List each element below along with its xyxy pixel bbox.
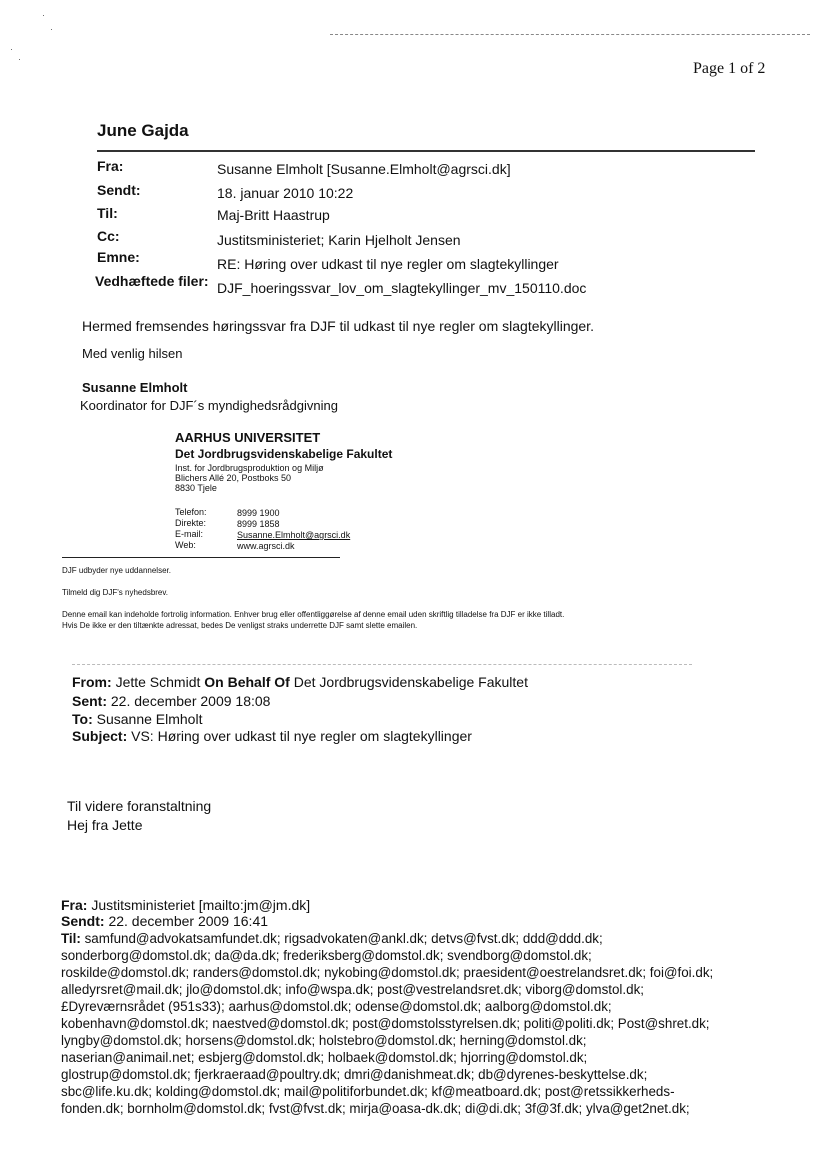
- recipient-line: samfund@advokatsamfundet.dk; rigsadvokaten@ankl.dk; detvs@fvst.dk; ddd@ddd.dk;: [84, 931, 603, 946]
- scan-speck: ·: [18, 54, 21, 64]
- email-link[interactable]: Susanne.Elmholt@agrsci.dk: [237, 530, 351, 540]
- address-line: Blichers Allé 20, Postboks 50: [175, 473, 292, 483]
- signature-divider: [62, 557, 340, 558]
- contact-label: E-mail:: [175, 529, 204, 539]
- fw1-subject-row: [72, 728, 472, 744]
- fw1-from-row: [72, 674, 528, 690]
- recipient-line: glostrup@domstol.dk; fjerkraeraad@poultry.dk; dmri@danishmeat.dk; db@dyrenes-beskyttelse.dk;: [61, 1067, 648, 1082]
- recipient-line: sonderborg@domstol.dk; da@da.dk; frederiksberg@domstol.dk; svendborg@domstol.dk;: [61, 948, 592, 963]
- scan-speck: ·: [10, 44, 13, 54]
- address-line: 8830 Tjele: [175, 483, 217, 493]
- mailbox-owner: June Gajda: [97, 121, 189, 140]
- disclaimer-line: Denne email kan indeholde fortrolig information. Enhver brug eller offentliggørelse af denne email uden skriftlig tilladelse fra DJF er ikke tilladt.: [62, 610, 565, 619]
- fw1-sent-value: 22. december 2009 18:08: [110, 693, 271, 709]
- contact-label: Web:: [175, 540, 196, 550]
- greeting: Med venlig hilsen: [82, 346, 183, 361]
- footer-line: DJF udbyder nye uddannelser.: [62, 566, 171, 575]
- fw1-to-value: Susanne Elmholt: [96, 711, 203, 727]
- fw1-on-behalf: On Behalf Of: [204, 674, 290, 690]
- fw2-sendt-label: Sendt:: [61, 913, 105, 929]
- recipient-line: alledyrsret@mail.dk; jlo@domstol.dk; info@wspa.dk; post@vestrelandsret.dk; viborg@domstol.dk;: [61, 982, 644, 997]
- recipient-line: lyngby@domstol.dk; horsens@domstol.dk; holstebro@domstol.dk; herning@domstol.dk;: [61, 1033, 587, 1048]
- field-label-attachments: Vedhæftede filer:: [95, 273, 209, 289]
- fw1-sent-label: Sent:: [72, 693, 107, 709]
- university-name: AARHUS UNIVERSITET: [175, 430, 321, 445]
- field-value-cc: Justitsministeriet; Karin Hjelholt Jensen: [217, 232, 461, 248]
- recipient-line: kobenhavn@domstol.dk; naestved@domstol.dk; post@domstolsstyrelsen.dk; politi@politi.dk; Post@shret.dk;: [61, 1016, 710, 1031]
- fw2-fra-row: [61, 897, 310, 913]
- fw1-subject-label: Subject:: [72, 728, 128, 744]
- fw1-to-row: [72, 711, 202, 727]
- scan-edge-line: [330, 34, 810, 35]
- header-divider: [97, 150, 755, 152]
- recipient-line: fonden.dk; bornholm@domstol.dk; fvst@fvst.dk; mirja@oasa-dk.dk; di@di.dk; 3f@3f.dk; ylva@get2net.dk;: [61, 1101, 690, 1116]
- fw2-fra-label: Fra:: [61, 897, 88, 913]
- fw1-to-label: To:: [72, 711, 93, 727]
- field-label-emne: Emne:: [97, 249, 140, 265]
- page-number: Page 1 of 2: [693, 60, 766, 77]
- fw2-til-label: Til:: [61, 931, 81, 946]
- recipient-line: roskilde@domstol.dk; randers@domstol.dk; nykobing@domstol.dk; praesident@oestrelandsret.dk; foi@foi.dk;: [61, 965, 714, 980]
- attachment-filename: DJF_hoeringssvar_lov_om_slagtekyllinger_mv_150110.doc: [217, 280, 587, 296]
- contact-label: Direkte:: [175, 518, 207, 528]
- disclaimer-line: Hvis De ikke er den tiltænkte adressat, bedes De venligst straks underrette DJF samt slette emailen.: [62, 621, 418, 630]
- field-label-cc: Cc:: [97, 228, 120, 244]
- intro-text: Hermed fremsendes høringssvar fra DJF til udkast til nye regler om slagtekyllinger.: [82, 318, 594, 334]
- field-value-fra: Susanne Elmholt [Susanne.Elmholt@agrsci.dk]: [217, 161, 511, 177]
- fw2-til-row: [61, 931, 603, 946]
- field-label-fra: Fra:: [97, 158, 124, 174]
- fw1-body-line: Hej fra Jette: [67, 817, 143, 833]
- scan-speck: ·: [42, 10, 45, 20]
- contact-value: 8999 1900: [237, 508, 280, 518]
- newsletter-link[interactable]: Tilmeld dig DJF's nyhedsbrev.: [62, 588, 169, 597]
- field-value-til: Maj-Britt Haastrup: [217, 207, 330, 223]
- field-label-sendt: Sendt:: [97, 182, 141, 198]
- field-value-sendt: 18. januar 2010 10:22: [217, 185, 354, 201]
- fw1-from-value-a: Jette Schmidt: [115, 674, 201, 690]
- contact-value: 8999 1858: [237, 519, 280, 529]
- faculty-name: Det Jordbrugsvidenskabelige Fakultet: [175, 447, 393, 461]
- fw1-body-line: Til videre foranstaltning: [67, 798, 212, 814]
- address-line: Inst. for Jordbrugsproduktion og Miljø: [175, 463, 324, 473]
- recipient-line: £Dyreværnsrådet (951s33); aarhus@domstol.dk; odense@domstol.dk; aalborg@domstol.dk;: [61, 999, 612, 1014]
- recipient-line: sbc@life.ku.dk; kolding@domstol.dk; mail@politiforbundet.dk; kf@meatboard.dk; post@retssikkerheds-: [61, 1084, 675, 1099]
- contact-label: Telefon:: [175, 507, 207, 517]
- fw2-sendt-row: [61, 913, 268, 929]
- field-label-til: Til:: [97, 205, 118, 221]
- field-value-emne: RE: Høring over udkast til nye regler om slagtekyllinger: [217, 256, 559, 272]
- fw2-fra-value: Justitsministeriet [mailto:jm@jm.dk]: [91, 897, 311, 913]
- forward-separator: [72, 664, 692, 665]
- fw1-subject-value: VS: Høring over udkast til nye regler om slagtekyllinger: [131, 728, 472, 744]
- scan-speck: ·: [50, 24, 53, 34]
- fw1-sent-row: [72, 693, 270, 709]
- sender-title: Koordinator for DJF´s myndighedsrådgivning: [80, 398, 338, 413]
- sender-name: Susanne Elmholt: [82, 380, 188, 395]
- fw2-sendt-value: 22. december 2009 16:41: [108, 913, 269, 929]
- web-link[interactable]: www.agrsci.dk: [237, 541, 295, 551]
- fw1-from-value-b: Det Jordbrugsvidenskabelige Fakultet: [293, 674, 528, 690]
- recipient-line: naserian@animail.net; esbjerg@domstol.dk; holbaek@domstol.dk; hjorring@domstol.dk;: [61, 1050, 588, 1065]
- fw1-from-label: From:: [72, 674, 112, 690]
